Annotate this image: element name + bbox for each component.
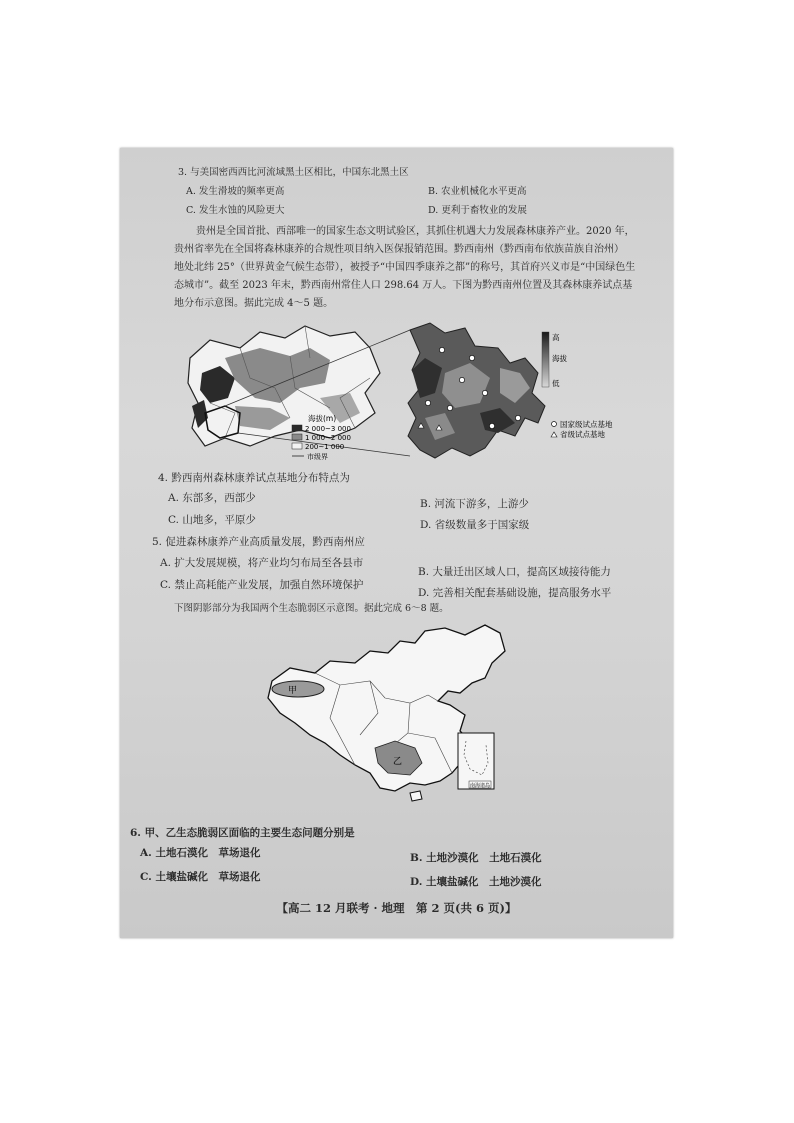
national-base-marker [425,400,430,405]
q5-option-a: A. 扩大发展规模，将产业均匀布局至各县市 [160,557,364,569]
national-base-marker [447,405,452,410]
legend-high: 2 000~3 000 [305,425,351,433]
passage1-line5: 地分布示意图。据此完成 4～5 题。 [174,298,334,309]
q6-option-b: B. 土地沙漠化 土地石漠化 [410,852,542,864]
south-china-sea-inset [458,733,494,789]
inset-label: 南海诸岛 [470,783,491,789]
q5-option-d: D. 完善相关配套基础设施，提高服务水平 [418,587,612,599]
qianxinan-map [180,318,650,468]
elev-high-label: 高 [552,333,560,342]
q6-stem: 6. 甲、乙生态脆弱区面临的主要生态问题分别是 [130,827,355,839]
legend-title: 海拔(m) [308,414,337,423]
elev-label: 海拔 [552,354,567,363]
q3-stem: 3. 与美国密西西比河流域黑土区相比，中国东北黑土区 [178,167,409,178]
zone-yi-label: 乙 [393,757,403,767]
page-footer: 【高二 12 月联考 · 地理 第 2 页(共 6 页)】 [276,901,517,915]
q3-option-a: A. 发生滑坡的频率更高 [186,186,285,197]
national-base-marker [489,423,494,428]
zone-jia-label: 甲 [288,686,298,696]
legend-mid: 1 000~2 000 [305,434,351,442]
elevation-gradient-bar [542,332,549,387]
legend-swatch-high [292,425,302,431]
legend-national-label: 国家级试点基地 [560,420,613,429]
national-base-marker [439,347,444,352]
q4-option-c: C. 山地多，平原少 [168,514,256,526]
legend-provincial-label: 省级试点基地 [560,430,605,439]
legend-provincial-marker [551,432,557,437]
exam-page [120,148,673,938]
national-base-marker [515,415,520,420]
elev-low-label: 低 [552,379,560,388]
q5-option-c: C. 禁止高耗能产业发展，加强自然环境保护 [160,579,364,591]
zone-jia [272,681,324,697]
national-base-marker [469,355,474,360]
hainan-island [410,791,422,801]
q6-option-c: C. 土壤盐碱化 草场退化 [140,871,261,883]
q4-option-d: D. 省级数量多于国家级 [420,519,530,531]
legend-swatch-mid [292,434,302,440]
national-base-marker [459,377,464,382]
q3-option-c: C. 发生水蚀的风险更大 [186,205,285,216]
legend-low: 200~1 000 [305,443,345,451]
legend-boundary: 市级界 [307,453,328,461]
passage1-line1: 贵州是全国首批、西部唯一的国家生态文明试验区，其抓住机遇大力发展森林康养产业。2020 年， [196,226,635,237]
q5-option-b: B. 大量迁出区域人口，提高区域接待能力 [418,566,611,578]
q3-option-d: D. 更利于畜牧业的发展 [428,205,527,216]
legend-swatch-low [292,443,302,449]
china-map [260,623,530,823]
q6-option-d: D. 土壤盐碱化 土地沙漠化 [410,876,542,888]
q4-option-a: A. 东部多，西部少 [168,492,256,504]
legend-national-marker [552,422,557,427]
passage1-line3: 地处北纬 25°（世界黄金气候生态带），被授予“中国四季康养之都”的称号，其首府兴义市是“中国绿色生 [174,262,636,273]
q5-stem: 5. 促进森林康养产业高质量发展，黔西南州应 [152,536,365,548]
passage2: 下图阴影部分为我国两个生态脆弱区示意图。据此完成 6～8 题。 [174,603,449,614]
q4-option-b: B. 河流下游多，上游少 [420,498,529,510]
passage1-line4: 态城市”。截至 2023 年末，黔西南州常住人口 298.64 万人。下图为黔西南州位置及其森林康养试点基 [174,280,633,291]
passage1-line2: 贵州省率先在全国将森林康养的合规性项目纳入医保报销范围。黔西南州（黔西南布依族苗族自治州） [174,244,624,255]
q4-stem: 4. 黔西南州森林康养试点基地分布特点为 [158,472,350,484]
national-base-marker [482,390,487,395]
q6-option-a: A. 土地石漠化 草场退化 [140,847,261,859]
q3-option-b: B. 农业机械化水平更高 [428,186,527,197]
